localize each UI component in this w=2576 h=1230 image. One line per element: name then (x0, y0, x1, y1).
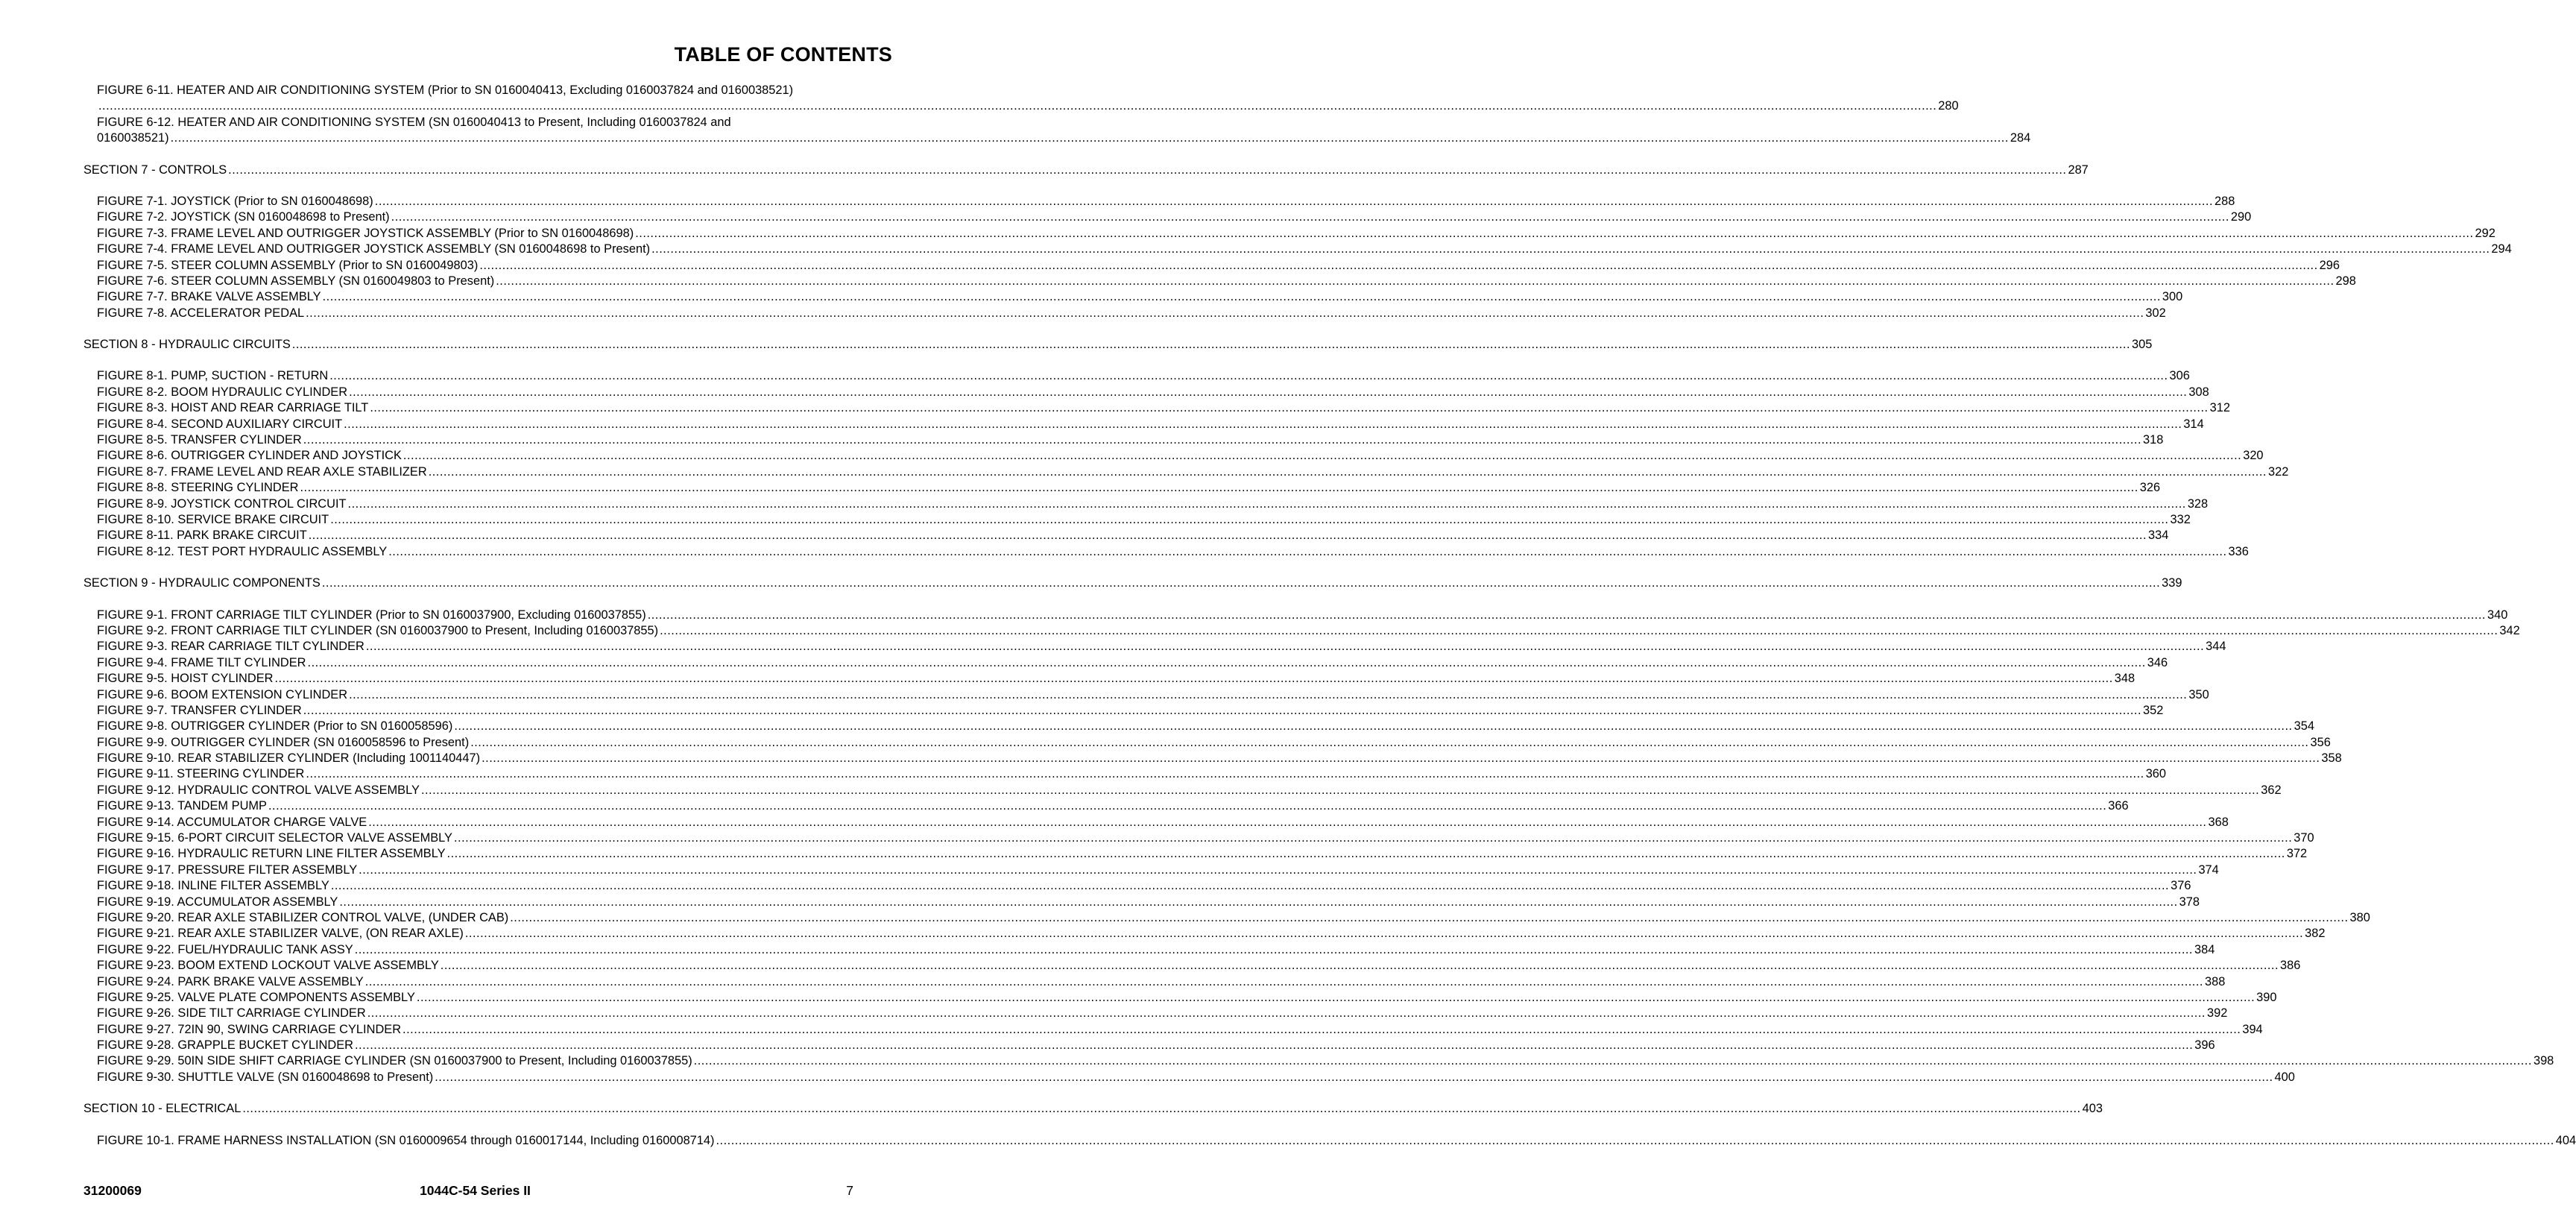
toc-entry-title: SECTION 7 - CONTROLS (83, 163, 227, 177)
toc-entry-title: FIGURE 9-10. REAR STABILIZER CYLINDER (Including 1001140447) (97, 751, 481, 766)
toc-figure-entry[interactable] (83, 830, 2314, 846)
toc-entry-title: FIGURE 7-1. JOYSTICK (Prior to SN 0160048698) (97, 194, 373, 208)
toc-dot-leader (375, 194, 2213, 209)
table-of-contents (83, 83, 2576, 1149)
toc-entry-title: FIGURE 9-11. STEERING CYLINDER (97, 767, 305, 781)
toc-dot-leader (648, 608, 2486, 623)
toc-dot-leader (171, 130, 2009, 146)
toc-dot-leader (329, 368, 2168, 384)
toc-entry-title: FIGURE 9-7. TRANSFER CYLINDER (97, 703, 302, 717)
toc-entry-title: FIGURE 9-21. REAR AXLE STABILIZER VALVE, (ON REAR AXLE) (97, 927, 464, 941)
toc-page-number: 284 (2010, 131, 2031, 145)
toc-dot-leader (510, 910, 2348, 926)
toc-page-number: 394 (2242, 1022, 2263, 1036)
toc-page-number: 388 (2204, 974, 2226, 988)
toc-figure-entry[interactable] (83, 209, 2252, 225)
toc-dot-leader (309, 528, 2147, 543)
toc-figure-entry[interactable] (83, 496, 2209, 512)
toc-dot-leader (368, 815, 2206, 830)
toc-entry-title: FIGURE 6-11. HEATER AND AIR CONDITIONING SYSTEM (Prior to SN 0160040413, Excluding 0160037824 and 0160038521) (97, 83, 794, 97)
toc-figure-entry[interactable] (83, 1038, 2215, 1053)
toc-dot-leader (470, 735, 2308, 751)
toc-page-number: 298 (2335, 274, 2356, 288)
toc-dot-leader (306, 306, 2144, 321)
toc-figure-entry[interactable] (83, 655, 2168, 671)
toc-page-number: 382 (2305, 927, 2326, 941)
toc-figure-entry[interactable] (83, 258, 2340, 274)
toc-entry-title: FIGURE 9-4. FRAME TILT CYLINDER (97, 655, 306, 669)
toc-figure-entry[interactable] (83, 400, 2230, 416)
toc-figure-entry[interactable] (83, 194, 2235, 209)
toc-entry-title: FIGURE 9-15. 6-PORT CIRCUIT SELECTOR VALVE ASSEMBLY (97, 831, 452, 845)
toc-dot-leader (228, 163, 2066, 178)
toc-figure-entry[interactable] (83, 98, 1959, 114)
toc-page-number: 292 (2475, 226, 2496, 240)
toc-page-number: 326 (2139, 481, 2161, 495)
toc-dot-leader (421, 783, 2259, 798)
toc-page-number: 354 (2294, 719, 2314, 734)
toc-dot-leader (479, 258, 2317, 274)
toc-figure-entry[interactable] (83, 417, 2204, 432)
toc-page-number: 320 (2243, 449, 2264, 463)
toc-entry-title: FIGURE 9-13. TANDEM PUMP (97, 799, 267, 813)
toc-section-entry[interactable] (83, 1101, 2103, 1117)
toc-entry-title: FIGURE 9-28. GRAPPLE BUCKET CYLINDER (97, 1038, 353, 1053)
toc-entry-title: FIGURE 9-20. REAR AXLE STABILIZER CONTROL VALVE, (UNDER CAB) (97, 910, 509, 924)
toc-page-number: 342 (2499, 623, 2520, 637)
toc-entry-title: SECTION 8 - HYDRAULIC CIRCUITS (83, 338, 291, 352)
toc-figure-entry[interactable] (83, 83, 892, 98)
toc-page-number: 332 (2170, 512, 2191, 526)
toc-entry-title: FIGURE 9-30. SHUTTLE VALVE (SN 0160048698 to Present) (97, 1070, 434, 1084)
toc-page-number: 339 (2162, 576, 2182, 590)
toc-dot-leader (367, 1006, 2206, 1021)
toc-figure-entry[interactable] (83, 544, 2249, 560)
toc-dot-leader (482, 751, 2320, 766)
toc-dot-leader (330, 512, 2168, 528)
toc-page-number: 378 (2179, 895, 2200, 909)
toc-dot-leader (355, 942, 2193, 958)
toc-dot-leader (303, 432, 2141, 448)
toc-page-number: 398 (2533, 1054, 2554, 1068)
toc-page-number: 403 (2082, 1102, 2103, 1116)
toc-entry-title: FIGURE 10-1. FRAME HARNESS INSTALLATION (SN 0160009654 through 0160017144, Including 0160008714) (97, 1133, 715, 1147)
toc-entry-title: FIGURE 8-7. FRAME LEVEL AND REAR AXLE STABILIZER (97, 464, 427, 479)
toc-figure-entry[interactable] (83, 1070, 2295, 1085)
toc-figure-entry[interactable] (83, 242, 2512, 257)
toc-figure-entry[interactable] (83, 735, 2331, 751)
toc-dot-leader (465, 926, 2303, 942)
toc-entry-title: FIGURE 9-24. PARK BRAKE VALVE ASSEMBLY (97, 974, 364, 988)
toc-dot-leader (349, 385, 2187, 400)
toc-dot-leader (348, 496, 2186, 512)
toc-figure-entry[interactable] (83, 815, 2229, 830)
toc-figure-entry[interactable] (83, 974, 2226, 990)
toc-entry-title: FIGURE 8-12. TEST PORT HYDRAULIC ASSEMBLY (97, 544, 388, 558)
toc-figure-entry[interactable] (83, 226, 2496, 242)
toc-dot-leader (403, 448, 2241, 464)
toc-figure-entry[interactable] (83, 1133, 2576, 1149)
toc-dot-leader (322, 575, 2160, 591)
toc-dot-leader (98, 98, 1936, 114)
toc-dot-leader (651, 242, 2490, 257)
toc-entry-title: FIGURE 9-25. VALVE PLATE COMPONENTS ASSEMBLY (97, 990, 415, 1004)
toc-figure-entry[interactable] (83, 687, 2209, 703)
toc-dot-leader (391, 209, 2229, 225)
toc-dot-leader (660, 623, 2498, 639)
toc-figure-entry[interactable] (83, 895, 2200, 910)
toc-figure-entry[interactable] (83, 846, 2308, 862)
toc-page-number: 344 (2206, 640, 2226, 654)
toc-page-number: 280 (1938, 99, 1959, 113)
toc-dot-leader (275, 671, 2113, 687)
toc-entry-title: FIGURE 7-3. FRAME LEVEL AND OUTRIGGER JOYSTICK ASSEMBLY (Prior to SN 0160048698) (97, 226, 634, 240)
toc-figure-entry[interactable] (83, 448, 2264, 464)
toc-dot-leader (635, 226, 2473, 242)
toc-page-number: 384 (2194, 942, 2215, 956)
footer-page-number: 7 (846, 1183, 853, 1198)
toc-entry-title: FIGURE 9-18. INLINE FILTER ASSEMBLY (97, 879, 329, 893)
toc-dot-leader (454, 830, 2292, 846)
toc-figure-entry[interactable] (83, 368, 2190, 384)
toc-entry-title: FIGURE 9-3. REAR CARRIAGE TILT CYLINDER (97, 640, 364, 654)
toc-page-number: 314 (2183, 417, 2204, 431)
toc-page-number: 287 (2068, 163, 2089, 177)
toc-page-number: 356 (2310, 735, 2331, 749)
toc-entry-title: FIGURE 9-2. FRONT CARRIAGE TILT CYLINDER (SN 0160037900 to Present, Including 0160037855) (97, 623, 659, 637)
toc-page-number: 306 (2169, 369, 2190, 383)
toc-page-number: 386 (2280, 959, 2301, 973)
toc-figure-entry[interactable] (83, 942, 2215, 958)
toc-page-number: 350 (2188, 687, 2209, 701)
toc-page-number: 334 (2148, 529, 2169, 543)
toc-page-number: 290 (2230, 210, 2252, 224)
toc-entry-title: FIGURE 8-9. JOYSTICK CONTROL CIRCUIT (97, 496, 347, 511)
toc-dot-leader (308, 655, 2146, 671)
toc-figure-entry[interactable] (83, 766, 2167, 782)
toc-figure-entry[interactable] (83, 306, 2166, 321)
toc-page-number: 288 (2214, 194, 2235, 208)
toc-dot-leader (300, 480, 2138, 496)
toc-entry-title: FIGURE 9-16. HYDRAULIC RETURN LINE FILTER ASSEMBLY (97, 847, 446, 861)
toc-page-number: 308 (2188, 385, 2209, 399)
toc-page-number: 312 (2209, 401, 2230, 415)
toc-entry-title: FIGURE 9-6. BOOM EXTENSION CYLINDER (97, 687, 348, 701)
toc-page-number: 374 (2198, 862, 2219, 877)
toc-page-number: 294 (2491, 242, 2512, 256)
toc-page-number: 302 (2145, 306, 2166, 320)
toc-entry-title: FIGURE 7-4. FRAME LEVEL AND OUTRIGGER JOYSTICK ASSEMBLY (SN 0160048698 to Present) (97, 242, 651, 256)
toc-page-number: 396 (2194, 1038, 2215, 1053)
toc-page-number: 366 (2108, 799, 2129, 813)
toc-dot-leader (268, 798, 2106, 814)
toc-figure-entry[interactable] (83, 878, 2191, 894)
toc-page-number: 400 (2274, 1070, 2295, 1084)
footer-doc-number: 31200069 (83, 1183, 142, 1198)
toc-dot-leader (365, 974, 2203, 990)
toc-figure-entry[interactable] (83, 703, 2164, 719)
toc-figure-entry[interactable] (83, 274, 2356, 289)
toc-dot-leader (349, 687, 2187, 703)
toc-page-number: 358 (2321, 751, 2342, 766)
toc-entry-title: FIGURE 9-14. ACCUMULATOR CHARGE VALVE (97, 815, 367, 829)
toc-page-number: 346 (2147, 655, 2168, 669)
toc-figure-entry[interactable] (83, 480, 2161, 496)
toc-figure-entry[interactable] (83, 432, 2164, 448)
toc-figure-entry[interactable] (83, 289, 2183, 305)
toc-dot-leader (359, 862, 2197, 878)
toc-page-number: 300 (2162, 290, 2183, 304)
toc-page-number: 380 (2349, 910, 2370, 924)
toc-figure-entry[interactable] (83, 671, 2135, 687)
toc-entry-title: FIGURE 8-4. SECOND AUXILIARY CIRCUIT (97, 417, 343, 431)
toc-page-number: 348 (2114, 672, 2135, 686)
toc-figure-entry[interactable] (83, 862, 2219, 878)
toc-figure-entry[interactable] (83, 1006, 2228, 1021)
toc-page-number: 368 (2208, 815, 2229, 829)
toc-dot-leader (417, 990, 2255, 1006)
toc-entry-title: FIGURE 9-9. OUTRIGGER CYLINDER (SN 0160058596 to Present) (97, 735, 470, 749)
toc-dot-leader (344, 417, 2182, 432)
toc-figure-entry[interactable] (83, 639, 2226, 655)
toc-entry-title: FIGURE 8-2. BOOM HYDRAULIC CYLINDER (97, 385, 348, 399)
toc-dot-leader (496, 274, 2334, 289)
toc-entry-title: FIGURE 8-3. HOIST AND REAR CARRIAGE TILT (97, 401, 369, 415)
toc-entry-title: FIGURE 8-10. SERVICE BRAKE CIRCUIT (97, 512, 329, 526)
toc-entry-title: FIGURE 9-26. SIDE TILT CARRIAGE CYLINDER (97, 1006, 366, 1021)
toc-page-number: 392 (2206, 1006, 2228, 1021)
toc-dot-leader (339, 895, 2177, 910)
footer-model: 1044C-54 Series II (420, 1183, 531, 1198)
toc-figure-entry[interactable] (83, 719, 2314, 734)
toc-dot-leader (388, 544, 2226, 560)
toc-entry-title: FIGURE 8-5. TRANSFER CYLINDER (97, 433, 302, 447)
toc-page-number: 322 (2267, 464, 2289, 479)
toc-figure-entry[interactable] (83, 990, 2277, 1006)
toc-entry-title: FIGURE 9-1. FRONT CARRIAGE TILT CYLINDER (Prior to SN 0160037900, Excluding 0160037855) (97, 608, 646, 622)
toc-dot-leader (441, 958, 2279, 974)
toc-dot-leader (370, 400, 2208, 416)
toc-dot-leader (435, 1070, 2273, 1085)
toc-page-number: 370 (2294, 831, 2314, 845)
toc-figure-entry[interactable] (83, 1053, 2554, 1069)
toc-dot-leader (402, 1022, 2241, 1038)
toc-figure-entry[interactable] (83, 130, 2031, 146)
toc-entry-title: FIGURE 9-5. HOIST CYLINDER (97, 672, 274, 686)
toc-dot-leader (454, 719, 2292, 734)
toc-dot-leader (429, 464, 2267, 480)
toc-dot-leader (331, 878, 2169, 894)
toc-figure-entry[interactable] (83, 115, 892, 130)
toc-entry-title: FIGURE 8-11. PARK BRAKE CIRCUIT (97, 529, 307, 543)
toc-figure-entry[interactable] (83, 385, 2209, 400)
page-title: TABLE OF CONTENTS (674, 43, 892, 66)
toc-dot-leader (303, 703, 2141, 719)
toc-dot-leader (355, 1038, 2193, 1053)
toc-entry-title: FIGURE 6-12. HEATER AND AIR CONDITIONING SYSTEM (SN 0160040413 to Present, Including 0160037824 and (97, 115, 731, 129)
toc-page-number: 340 (2487, 608, 2508, 622)
toc-entry-title: FIGURE 9-29. 50IN SIDE SHIFT CARRIAGE CYLINDER (SN 0160037900 to Present, Including 0160037855) (97, 1054, 692, 1068)
toc-figure-entry[interactable] (83, 528, 2169, 543)
toc-entry-title: FIGURE 7-8. ACCELERATOR PEDAL (97, 306, 305, 320)
toc-figure-entry[interactable] (83, 512, 2191, 528)
toc-page-number: 362 (2261, 783, 2282, 797)
toc-entry-title: FIGURE 8-1. PUMP, SUCTION - RETURN (97, 369, 329, 383)
toc-entry-title: FIGURE 9-17. PRESSURE FILTER ASSEMBLY (97, 862, 358, 877)
toc-entry-title: FIGURE 7-6. STEER COLUMN ASSEMBLY (SN 0160049803 to Present) (97, 274, 495, 288)
toc-section-entry[interactable] (83, 163, 2089, 178)
toc-dot-leader (716, 1133, 2554, 1149)
toc-dot-leader (242, 1101, 2080, 1117)
toc-figure-entry[interactable] (83, 751, 2342, 766)
toc-entry-title: FIGURE 9-8. OUTRIGGER CYLINDER (Prior to SN 0160058596) (97, 719, 453, 734)
toc-entry-title: FIGURE 9-19. ACCUMULATOR ASSEMBLY (97, 895, 338, 909)
toc-entry-title: FIGURE 9-22. FUEL/HYDRAULIC TANK ASSY (97, 942, 353, 956)
toc-entry-title: FIGURE 7-7. BRAKE VALVE ASSEMBLY (97, 290, 321, 304)
toc-page-number: 352 (2143, 703, 2164, 717)
toc-entry-title: FIGURE 8-8. STEERING CYLINDER (97, 481, 299, 495)
toc-page-number: 336 (2228, 544, 2249, 558)
toc-entry-title: FIGURE 7-5. STEER COLUMN ASSEMBLY (Prior to SN 0160049803) (97, 258, 479, 272)
toc-entry-title: FIGURE 8-6. OUTRIGGER CYLINDER AND JOYSTICK (97, 449, 402, 463)
toc-page-number: 328 (2187, 496, 2209, 511)
toc-page-number: 360 (2145, 767, 2167, 781)
toc-dot-leader (366, 639, 2204, 655)
toc-entry-title: 0160038521) (97, 131, 169, 145)
toc-entry-title: FIGURE 9-27. 72IN 90, SWING CARRIAGE CYLINDER (97, 1022, 402, 1036)
toc-page-number: 318 (2143, 433, 2164, 447)
toc-page-number: 372 (2286, 847, 2308, 861)
toc-figure-entry[interactable] (83, 464, 2289, 480)
toc-entry-title: FIGURE 9-23. BOOM EXTEND LOCKOUT VALVE ASSEMBLY (97, 959, 439, 973)
toc-figure-entry[interactable] (83, 608, 2508, 623)
toc-dot-leader (323, 289, 2161, 305)
toc-entry-title: SECTION 9 - HYDRAULIC COMPONENTS (83, 576, 321, 590)
toc-figure-entry[interactable] (83, 1022, 2263, 1038)
toc-dot-leader (292, 337, 2130, 353)
toc-figure-entry[interactable] (83, 958, 2301, 974)
toc-page-number: 404 (2555, 1133, 2576, 1147)
toc-page-number: 296 (2319, 258, 2340, 272)
toc-figure-entry[interactable] (83, 623, 2520, 639)
toc-figure-entry[interactable] (83, 798, 2129, 814)
toc-section-entry[interactable] (83, 337, 2153, 353)
toc-dot-leader (447, 846, 2285, 862)
toc-page-number: 376 (2171, 879, 2191, 893)
toc-figure-entry[interactable] (83, 783, 2282, 798)
toc-figure-entry[interactable] (83, 910, 2370, 926)
toc-entry-title: FIGURE 9-12. HYDRAULIC CONTROL VALVE ASSEMBLY (97, 783, 420, 797)
toc-entry-title: SECTION 10 - ELECTRICAL (83, 1102, 242, 1116)
toc-page-number: 390 (2256, 990, 2277, 1004)
toc-dot-leader (694, 1053, 2532, 1069)
toc-figure-entry[interactable] (83, 926, 2326, 942)
toc-entry-title: FIGURE 7-2. JOYSTICK (SN 0160048698 to Present) (97, 210, 390, 224)
toc-section-entry[interactable] (83, 575, 2182, 591)
toc-dot-leader (306, 766, 2144, 782)
toc-page-number: 305 (2132, 338, 2153, 352)
